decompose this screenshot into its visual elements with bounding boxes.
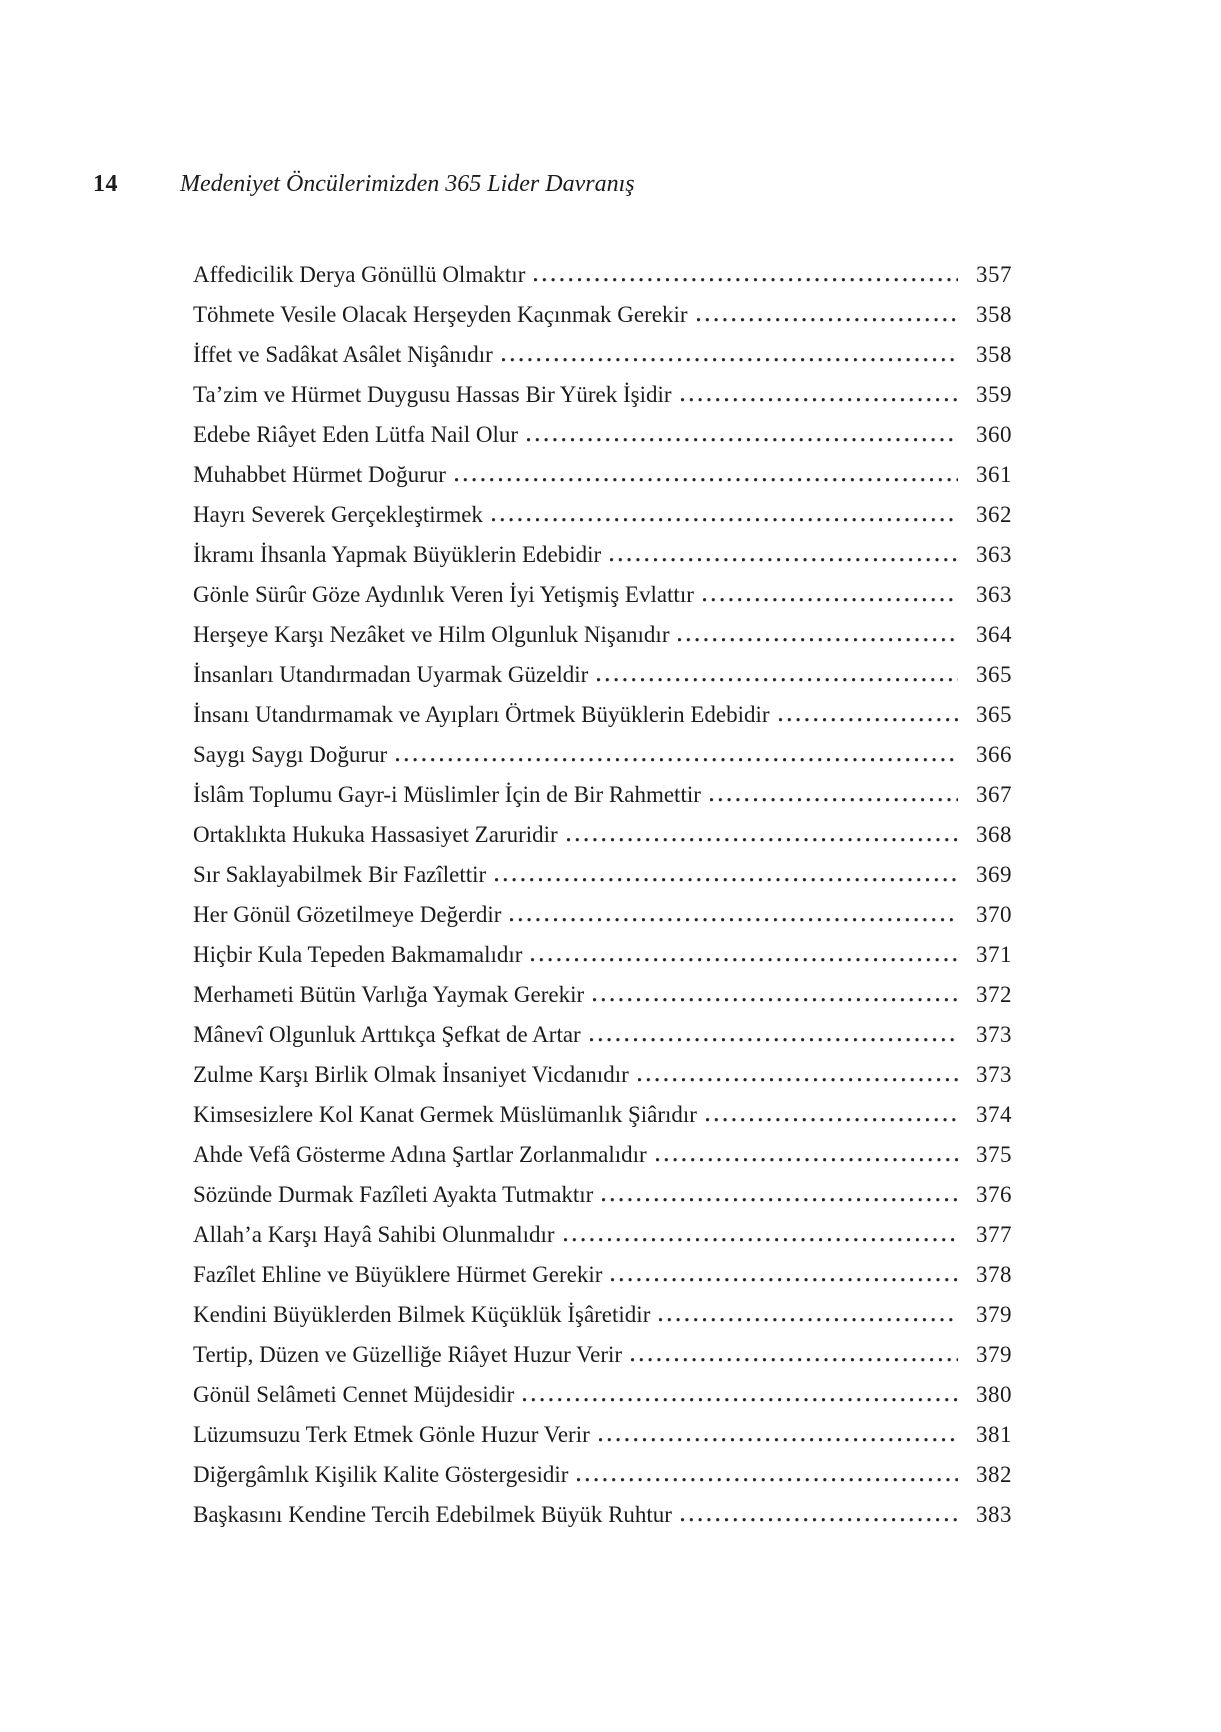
- toc-entry: [193, 942, 1012, 982]
- toc-entry-title: Gönle Sürûr Göze Aydınlık Veren İyi Yetişmiş Evlattır: [193, 582, 694, 607]
- toc-entry-title: Edebe Riâyet Eden Lütfa Nail Olur: [193, 422, 519, 447]
- dot-leader: [396, 758, 958, 762]
- toc-entry: [193, 782, 1012, 822]
- toc-entry-title: Lüzumsuzu Terk Etmek Gönle Huzur Verir: [193, 1422, 590, 1447]
- toc-entry: [193, 902, 1012, 942]
- toc-entry-page: 373: [976, 1062, 1012, 1087]
- dot-leader: [599, 1438, 958, 1442]
- toc-entry: [193, 742, 1012, 782]
- toc-entry-page: 363: [976, 582, 1012, 607]
- toc-entry-page: 379: [976, 1302, 1012, 1327]
- toc-entry-title: İnsanları Utandırmadan Uyarmak Güzeldir: [193, 662, 589, 687]
- toc-entry-title: Fazîlet Ehline ve Büyüklere Hürmet Gerekir: [193, 1262, 603, 1287]
- toc-entry-page: 371: [976, 942, 1012, 967]
- toc-entry: [193, 1142, 1012, 1182]
- toc-entry-title: Herşeye Karşı Nezâket ve Hilm Olgunluk Nişanıdır: [193, 622, 670, 647]
- toc-entry-title: Tertip, Düzen ve Güzelliğe Riâyet Huzur Verir: [193, 1342, 623, 1367]
- toc-entry-page: 381: [976, 1422, 1012, 1447]
- page-number: 14: [93, 171, 118, 197]
- toc-entry-page: 369: [976, 862, 1012, 887]
- toc-entry: [193, 1222, 1012, 1262]
- toc-entry: [193, 1502, 1012, 1542]
- toc-entry-page: 363: [976, 542, 1012, 567]
- toc-entry: [193, 1262, 1012, 1302]
- toc-entry-title: İslâm Toplumu Gayr-i Müslimler İçin de Bir Rahmettir: [193, 782, 701, 807]
- toc-entry-page: 368: [976, 822, 1012, 847]
- toc-entry-page: 358: [976, 302, 1012, 327]
- dot-leader: [697, 318, 958, 322]
- toc-entry-page: 361: [976, 462, 1012, 487]
- toc-entry-page: 366: [976, 742, 1012, 767]
- toc-entry: [193, 1062, 1012, 1102]
- toc-entry-page: 373: [976, 1022, 1012, 1047]
- toc-entry-title: İkramı İhsanla Yapmak Büyüklerin Edebidir: [193, 542, 602, 567]
- toc-entry: [193, 1462, 1012, 1502]
- toc-entry-title: Kimsesizlere Kol Kanat Germek Müslümanlık Şiârıdır: [193, 1102, 697, 1127]
- toc-entry-page: 380: [976, 1382, 1012, 1407]
- dot-leader: [527, 438, 958, 442]
- toc-entry-title: İffet ve Sadâkat Asâlet Nişânıdır: [193, 342, 493, 367]
- dot-leader: [495, 878, 958, 882]
- dot-leader: [567, 838, 958, 842]
- toc-entry-page: 377: [976, 1222, 1012, 1247]
- toc-entry-title: Hiçbir Kula Tepeden Bakmamalıdır: [193, 942, 523, 967]
- toc-entry: [193, 1422, 1012, 1462]
- toc-entry-page: 359: [976, 382, 1012, 407]
- toc-entry-title: Gönül Selâmeti Cennet Müjdesidir: [193, 1382, 515, 1407]
- toc-entry-title: Saygı Saygı Doğurur: [193, 742, 388, 767]
- dot-leader: [492, 518, 958, 522]
- toc-entry-title: Töhmete Vesile Olacak Herşeyden Kaçınmak Gerekir: [193, 302, 688, 327]
- running-header: [93, 168, 1131, 200]
- toc-entry-title: Ortaklıkta Hukuka Hassasiyet Zaruridir: [193, 822, 558, 847]
- toc-entry: [193, 1022, 1012, 1062]
- toc-entry: [193, 302, 1012, 342]
- dot-leader: [597, 678, 958, 682]
- toc-entry: [193, 342, 1012, 382]
- toc-entry-page: 382: [976, 1462, 1012, 1487]
- toc-entry: [193, 662, 1012, 702]
- toc-entry: [193, 542, 1012, 582]
- toc-entry-page: 379: [976, 1342, 1012, 1367]
- dot-leader: [678, 638, 958, 642]
- dot-leader: [523, 1398, 958, 1402]
- toc-entry: [193, 582, 1012, 622]
- dot-leader: [656, 1158, 958, 1162]
- dot-leader: [631, 1358, 958, 1362]
- toc-entry: [193, 1342, 1012, 1382]
- toc-entry: [193, 502, 1012, 542]
- dot-leader: [602, 1198, 958, 1202]
- toc-entry-page: 375: [976, 1142, 1012, 1167]
- dot-leader: [564, 1238, 958, 1242]
- toc-entry-page: 383: [976, 1502, 1012, 1527]
- toc-entry: [193, 702, 1012, 742]
- toc-entry-page: 367: [976, 782, 1012, 807]
- toc-entry-title: Ahde Vefâ Gösterme Adına Şartlar Zorlanmalıdır: [193, 1142, 647, 1167]
- toc-entry-page: 358: [976, 342, 1012, 367]
- dot-leader: [510, 918, 958, 922]
- dot-leader: [610, 558, 958, 562]
- toc-entry-title: Muhabbet Hürmet Doğurur: [193, 462, 446, 487]
- toc-entry-title: Allah’a Karşı Hayâ Sahibi Olunmalıdır: [193, 1222, 555, 1247]
- toc-entry: [193, 862, 1012, 902]
- toc-entry: [193, 1102, 1012, 1142]
- toc-entry-page: 370: [976, 902, 1012, 927]
- toc-entry: [193, 462, 1012, 502]
- toc-entry: [193, 622, 1012, 662]
- dot-leader: [502, 358, 958, 362]
- dot-leader: [593, 998, 958, 1002]
- toc-entry-title: Affedicilik Derya Gönüllü Olmaktır: [193, 262, 526, 287]
- dot-leader: [703, 598, 958, 602]
- toc-entry-title: Sır Saklayabilmek Bir Fazîlettir: [193, 862, 487, 887]
- toc-entry: [193, 1302, 1012, 1342]
- toc-entry-title: Her Gönül Gözetilmeye Değerdir: [193, 902, 502, 927]
- toc-entry-page: 362: [976, 502, 1012, 527]
- dot-leader: [681, 1518, 958, 1522]
- toc-entry-title: Merhameti Bütün Varlığa Yaymak Gerekir: [193, 982, 585, 1007]
- toc-entry-page: 374: [976, 1102, 1012, 1127]
- toc-entry-page: 365: [976, 662, 1012, 687]
- dot-leader: [590, 1038, 958, 1042]
- toc-entry: [193, 382, 1012, 422]
- dot-leader: [638, 1078, 958, 1082]
- toc-entry: [193, 982, 1012, 1022]
- toc-entry-title: Zulme Karşı Birlik Olmak İnsaniyet Vicdanıdır: [193, 1062, 629, 1087]
- toc-entry-page: 376: [976, 1182, 1012, 1207]
- dot-leader: [611, 1278, 958, 1282]
- toc-entry-page: 364: [976, 622, 1012, 647]
- toc-entry-page: 378: [976, 1262, 1012, 1287]
- toc-entry: [193, 1182, 1012, 1222]
- toc-entry-title: Ta’zim ve Hürmet Duygusu Hassas Bir Yürek İşidir: [193, 382, 672, 407]
- dot-leader: [710, 798, 958, 802]
- toc-entry-title: Hayrı Severek Gerçekleştirmek: [193, 502, 483, 527]
- dot-leader: [577, 1478, 958, 1482]
- dot-leader: [681, 398, 958, 402]
- dot-leader: [706, 1118, 958, 1122]
- toc-entry: [193, 262, 1012, 302]
- toc-entry: [193, 822, 1012, 862]
- toc-entry-title: İnsanı Utandırmamak ve Ayıpları Örtmek Büyüklerin Edebidir: [193, 702, 770, 727]
- dot-leader: [534, 278, 958, 282]
- toc-entry-page: 372: [976, 982, 1012, 1007]
- toc-entry: [193, 422, 1012, 462]
- toc-entry-page: 360: [976, 422, 1012, 447]
- dot-leader: [659, 1318, 958, 1322]
- dot-leader: [531, 958, 958, 962]
- toc-entry-title: Sözünde Durmak Fazîleti Ayakta Tutmaktır: [193, 1182, 594, 1207]
- running-title: Medeniyet Öncülerimizden 365 Lider Davranış: [180, 171, 635, 197]
- toc-entry-page: 365: [976, 702, 1012, 727]
- dot-leader: [455, 478, 958, 482]
- toc-entry-title: Diğergâmlık Kişilik Kalite Göstergesidir: [193, 1462, 569, 1487]
- toc-entry: [193, 1382, 1012, 1422]
- toc-entry-title: Kendini Büyüklerden Bilmek Küçüklük İşâretidir: [193, 1302, 651, 1327]
- toc-entry-page: 357: [976, 262, 1012, 287]
- dot-leader: [779, 718, 958, 722]
- toc-entry-title: Mânevî Olgunluk Arttıkça Şefkat de Artar: [193, 1022, 581, 1047]
- toc-entry-title: Başkasını Kendine Tercih Edebilmek Büyük Ruhtur: [193, 1502, 672, 1527]
- toc-list: [193, 262, 1012, 1542]
